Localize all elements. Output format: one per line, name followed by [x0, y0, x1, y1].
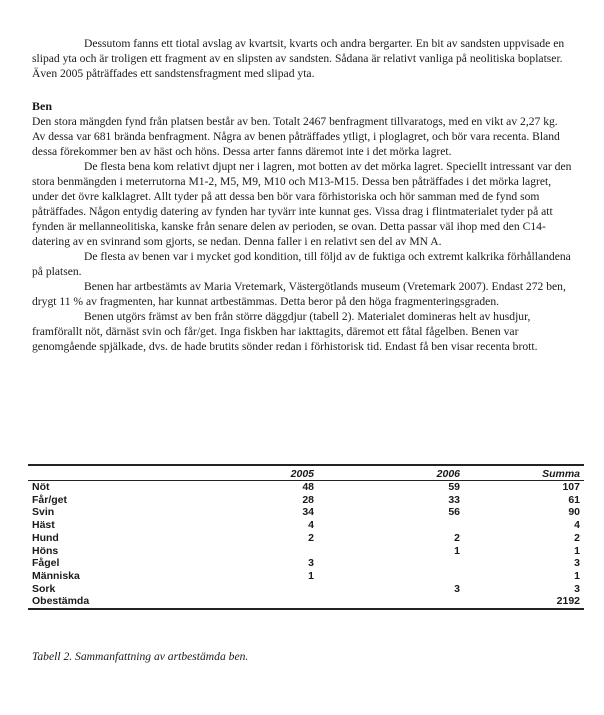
value-cell: 34	[302, 506, 314, 519]
value-cell: 4	[308, 519, 314, 532]
value-cell	[178, 583, 318, 596]
value-cell	[318, 570, 464, 583]
species-cell: Fågel	[32, 557, 60, 570]
table-row	[28, 494, 584, 507]
table-row	[28, 506, 584, 519]
sum-cell: 90	[568, 506, 580, 519]
value-cell	[178, 545, 318, 558]
paragraph: Benen utgörs främst av ben från större däggdjur (tabell 2). Materialet domineras helt av husdjur, framförallt nöt, därnäst svin och får/get. Inga fiskben har iakttagits, däremot ett fåtal fågelben. Benen var genomgående spjälkade, dvs. de hade brutits sönder redan i förhistorisk tid. Endast få ben visar recenta brott.	[32, 310, 538, 353]
value-cell: 1	[308, 569, 314, 582]
column-header: 2005	[178, 465, 318, 481]
value-cell: 1	[454, 544, 460, 557]
sum-cell: 2192	[556, 595, 580, 608]
sum-cell: 3	[574, 582, 580, 595]
sum-cell: 107	[562, 481, 580, 493]
column-header	[28, 465, 178, 481]
species-cell: Människa	[32, 569, 80, 582]
value-cell: 2	[454, 531, 460, 544]
species-cell: Svin	[32, 506, 55, 519]
intro-paragraph	[32, 36, 572, 81]
table-header-row	[28, 465, 584, 481]
value-cell: 33	[448, 493, 460, 506]
table-row	[28, 570, 584, 583]
table-row	[28, 545, 584, 558]
paragraph: De flesta av benen var i mycket god kondition, till följd av de fuktiga och extremt kalkrika förhållandena på platsen.	[32, 250, 571, 278]
value-cell	[318, 557, 464, 570]
value-cell: 56	[448, 506, 460, 519]
species-cell: Hund	[32, 531, 59, 544]
paragraph: Den stora mängden fynd från platsen består av ben. Totalt 2467 benfragment tillvaratogs, med en vikt av 2,27 kg. Av dessa var 681 brända benfragment. Några av benen påträffades ytligt, i ploglagret, och bör vara recenta. Bland dessa förekommer ben av häst och höns. Dessa arter fanns däremot inte i det mörka lagret.	[32, 115, 560, 158]
value-cell: 3	[454, 582, 460, 595]
species-cell: Får/get	[32, 493, 68, 506]
value-cell: 28	[302, 493, 314, 506]
table-row	[28, 481, 584, 494]
column-header: Summa	[464, 465, 584, 481]
species-cell: Häst	[32, 519, 55, 532]
column-header: 2006	[318, 465, 464, 481]
value-cell: 3	[308, 557, 314, 570]
table-caption: Tabell 2. Sammanfattning av artbestämda ben.	[32, 650, 249, 663]
table-row	[28, 557, 584, 570]
paragraph: De flesta bena kom relativt djupt ner i lagren, mot botten av det mörka lagret. Speciellt intressant var den stora benmängden i meterrutorna M1-2, M5, M9, M10 och M13-M15. Dessa ben påträffades i det mörka lagret, under det övre kalklagret. Allt tyder på att dessa ben bör vara förhistoriska och hör samman med de fynd som påträffades. Någon entydig datering av fynden har tyvärr inte kunnat ges. Vissa drag i flintmaterialet tyder på att fynden är mellanneolitiska, kanske från senare delen av perioden, se ovan. Detta passar väl ihop med den C14-datering av en svinrand som gjorts, se nedan. Denna faller i en relativt sen del av MN A.	[32, 160, 572, 248]
species-table	[28, 464, 584, 610]
section-body	[32, 114, 572, 354]
table-row	[28, 532, 584, 545]
value-cell: 59	[448, 481, 460, 493]
sum-cell: 1	[574, 544, 580, 557]
paragraph: Benen har artbestämts av Maria Vretemark, Västergötlands museum (Vretemark 2007). Endast 272 ben, drygt 11 % av fragmenten, har kunnat artbestämmas. Detta beror på den höga fragmenteringsgraden.	[32, 280, 566, 308]
value-cell	[318, 595, 464, 609]
value-cell	[318, 519, 464, 532]
sum-cell: 2	[574, 531, 580, 544]
paragraph: Dessutom fanns ett tiotal avslag av kvartsit, kvarts och andra bergarter. En bit av sandsten uppvisade en slipad yta och är troligen ett fragment av en slipsten av sandsten. Sådana är relativt vanliga på neolitiska boplatser. Även 2005 påträffades ett sandstensfragment med slipad yta.	[32, 37, 565, 80]
sum-cell: 4	[574, 519, 580, 532]
sum-cell: 61	[568, 493, 580, 506]
value-cell: 2	[308, 531, 314, 544]
table-row	[28, 519, 584, 532]
table-row	[28, 583, 584, 596]
table-row	[28, 595, 584, 609]
sum-cell: 1	[574, 569, 580, 582]
species-cell: Sork	[32, 582, 56, 595]
section-heading: Ben	[32, 99, 53, 113]
species-cell: Nöt	[32, 481, 50, 493]
value-cell: 48	[302, 481, 314, 493]
species-cell: Höns	[32, 544, 59, 557]
value-cell	[178, 595, 318, 609]
sum-cell: 3	[574, 557, 580, 570]
species-cell: Obestämda	[32, 595, 90, 608]
